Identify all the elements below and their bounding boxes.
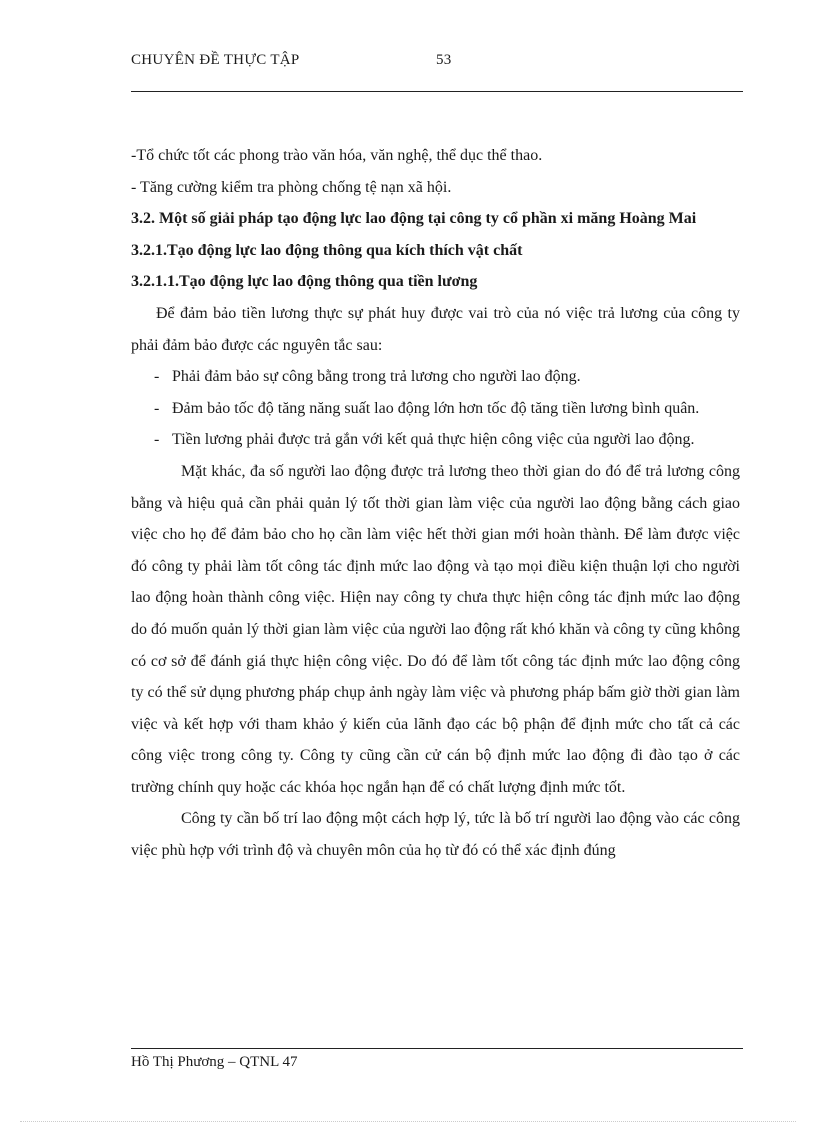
document-title: CHUYÊN ĐỀ THỰC TẬP	[131, 52, 300, 68]
list-item-text: Tiền lương phải được trả gắn với kết quả thực hiện công việc của người lao động.	[172, 431, 695, 449]
page-number: 53	[436, 52, 452, 68]
footer-author: Hồ Thị Phương – QTNL 47	[131, 1054, 298, 1070]
paragraph-cultural-activities: -Tổ chức tốt các phong trào văn hóa, văn nghệ, thể dục thể thao.	[131, 147, 543, 164]
paragraph-labor-allocation: Công ty cần bố trí lao động một cách hợp lý, tức là bố trí người lao động vào các công việc phù hợp với trình độ và chuyên môn của họ từ đó có thể xác định đúng	[131, 810, 740, 860]
list-item-text: Phải đảm bảo sự công bằng trong trả lương cho người lao động.	[172, 368, 581, 386]
list-item-text: Đảm bảo tốc độ tăng năng suất lao động lớn hơn tốc độ tăng tiền lương bình quân.	[172, 399, 700, 417]
section-heading-3-2-1-1: 3.2.1.1.Tạo động lực lao động thông qua tiền lương	[131, 273, 478, 291]
list-item	[131, 424, 740, 456]
section-heading-3-2: 3.2. Một số giải pháp tạo động lực lao động tại công ty cổ phần xi măng Hoàng Mai	[131, 210, 697, 228]
header-divider	[131, 91, 743, 92]
page-edge-divider	[20, 1121, 796, 1122]
page-body	[131, 140, 740, 867]
page-header	[131, 52, 743, 76]
list-item	[131, 361, 740, 393]
bullet-dash: -	[154, 399, 160, 417]
paragraph-work-time-management: Mặt khác, đa số người lao động được trả lương theo thời gian do đó để trả lương công bằng và hiệu quả cần phải quản lý tốt thời gian làm việc của người lao động bằng cách giao việc cho họ để đảm bảo cho họ cần làm việc hết thời gian mới hoàn thành. Để làm được việc đó công ty phải làm tốt công tác định mức lao động và tạo mọi điều kiện thuận lợi cho người lao động hoàn thành công việc. Hiện nay công ty chưa thực hiện công tác định mức lao động do đó muốn quản lý thời gian làm việc của người lao động rất khó khăn và công ty cũng không có cơ sở để đánh giá thực hiện công việc. Do đó để làm tốt công tác định mức lao động công ty có thể sử dụng phương pháp chụp ảnh ngày làm việc và phương pháp bấm giờ thời gian làm việc và kết hợp với tham khảo ý kiến của lãnh đạo các bộ phận để định mức cho tất cả các công việc trong công ty. Công ty cũng cần cử cán bộ định mức lao động đi đào tạo ở các trường chính quy hoặc các khóa học ngắn hạn để có chất lượng định mức tốt.	[131, 462, 740, 796]
section-heading-3-2-1: 3.2.1.Tạo động lực lao động thông qua kích thích vật chất	[131, 241, 523, 259]
paragraph-salary-principles: Để đảm bảo tiền lương thực sự phát huy được vai trò của nó việc trả lương của công ty phải đảm bảo được các nguyên tắc sau:	[131, 304, 740, 354]
footer-divider	[131, 1048, 743, 1049]
bullet-dash: -	[154, 431, 160, 449]
paragraph-social-evils: - Tăng cường kiểm tra phòng chống tệ nạn xã hội.	[131, 178, 452, 196]
bullet-dash: -	[154, 368, 160, 386]
list-item	[131, 393, 740, 425]
